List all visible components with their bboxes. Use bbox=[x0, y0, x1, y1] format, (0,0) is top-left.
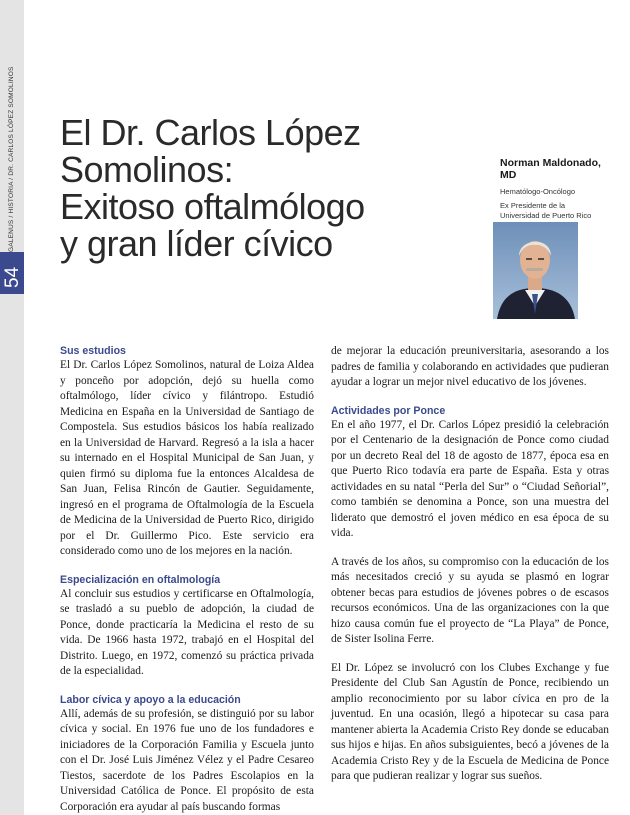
section-body: Allí, además de su profesión, se distinguió por su labor cívica y social. En 1976 fue uno de los fundadores e iniciadores de la Corporación Familia y Escuela junto con el Dr. José Luis Jiménez Vélez y el Padre Cesareo Tiestos, sacerdote de los Padres Escolapios en la Universidad Católica de Ponce. El propósito de esta Corporación era ayudar al país buscando formas bbox=[60, 707, 314, 813]
title-line: El Dr. Carlos López bbox=[60, 112, 361, 153]
title-line: Somolinos: bbox=[60, 149, 234, 190]
page-number: 54 bbox=[2, 266, 23, 288]
author-name bbox=[500, 157, 615, 181]
author-portrait-photo bbox=[493, 222, 578, 319]
author-affiliation-line: Universidad de Puerto Rico bbox=[500, 211, 592, 220]
portrait-icon bbox=[493, 222, 578, 319]
running-header-text: GALENUS / HISTORIA / DR. CARLOS LÓPEZ SOMOLINOS bbox=[8, 66, 15, 252]
section-paragraph: A través de los años, su compromiso con la educación de los más necesitados creció y su ayuda se plasmó en lograr obtener becas para estudios de jóvenes pobres o de escasos recursos económicos. Una de las organizaciones con la que hizo causa común fue el proyecto de “La Playa” de Ponce, de Sister Isolina Ferre. bbox=[331, 555, 609, 645]
section-body: Al concluir sus estudios y certificarse en Oftalmología, se trasladó a su pueblo de adopción, la ciudad de Ponce, donde practicaría la Medicina el resto de su vida. De 1966 hasta 1972, trabajó en el Hospital del Distrito. Luego, en 1972, comenzó su práctica privada de la especialidad. bbox=[60, 587, 314, 677]
column-left bbox=[60, 344, 314, 815]
author-affiliation bbox=[500, 201, 615, 221]
title-line: Exitoso oftalmólogo bbox=[60, 186, 365, 227]
author-name-line: MD bbox=[500, 169, 517, 181]
section-heading: Especialización en oftalmología bbox=[60, 573, 221, 586]
column-right bbox=[331, 344, 609, 785]
section-heading: Actividades por Ponce bbox=[331, 404, 446, 417]
section-body: El Dr. Carlos López Somolinos, natural de Loiza Aldea y ponceño por adopción, dejó su huella como oftalmólogo, líder cívico y filántropo. Estudió Medicina en España en la Universidad de Santiago de Compostela. Sus estudios básicos los había realizado en la Universidad de Harvard. Regresó a la isla a hacer su internado en el Hospital Municipal de San Juan, y quien firmó su diploma fue la entonces Alcaldesa de San Juan, Felisa Rincón de Gautier. Seguidamente, ingresó en el programa de Oftalmología de la Escuela de Medicina de la Universidad de Puerto Rico, dirigido por el Dr. Guillermo Pico. Este servicio era considerado como uno de los mejores en la nación. bbox=[60, 359, 314, 557]
author-role: Hematólogo-Oncólogo bbox=[500, 187, 576, 196]
section-body-continuation: de mejorar la educación preuniversitaria, asesorando a los padres de familia y colaborando en actividades que pudieran ayudar a lograr un mejor nivel educativo de los jóvenes. bbox=[331, 345, 609, 388]
title-line: y gran líder cívico bbox=[60, 223, 333, 264]
section-paragraph: El Dr. López se involucró con los Clubes Exchange y fue Presidente del Club San Agustín de Ponce, recibiendo un amplio reconocimiento por su labor cívica en pro de la juventud. En una ocasión, llegó a hipotecar su casa para mantener abierta la Academia Cristo Rey donde se educaban sus hijos e hijas. En años subsiguientes, becó a jóvenes de la Academia Cristo Rey y de la Escuela de Medicina de Ponce para que pudieran realizar y lograr sus sueños. bbox=[331, 661, 609, 782]
author-block bbox=[500, 157, 615, 221]
article-title bbox=[60, 114, 365, 262]
section-body: En el año 1977, el Dr. Carlos López presidió la celebración por el Centenario de la designación de Ponce como ciudad por un decreto Real del 18 de agosto de 1877, época esa en que Puerto Rico todavía era parte de España. Esta y otras actividades en su natal “Perla del Sur” o “Ciudad Señorial”, como también se denomina a Ponce, son una muestra del liderato que demostró el joven médico en esa época de su vida. bbox=[331, 418, 609, 539]
section-heading: Labor cívica y apoyo a la educación bbox=[60, 693, 241, 706]
section-heading: Sus estudios bbox=[60, 345, 126, 357]
author-name-line: Norman Maldonado, bbox=[500, 157, 601, 169]
author-affiliation-line: Ex Presidente de la bbox=[500, 201, 566, 210]
